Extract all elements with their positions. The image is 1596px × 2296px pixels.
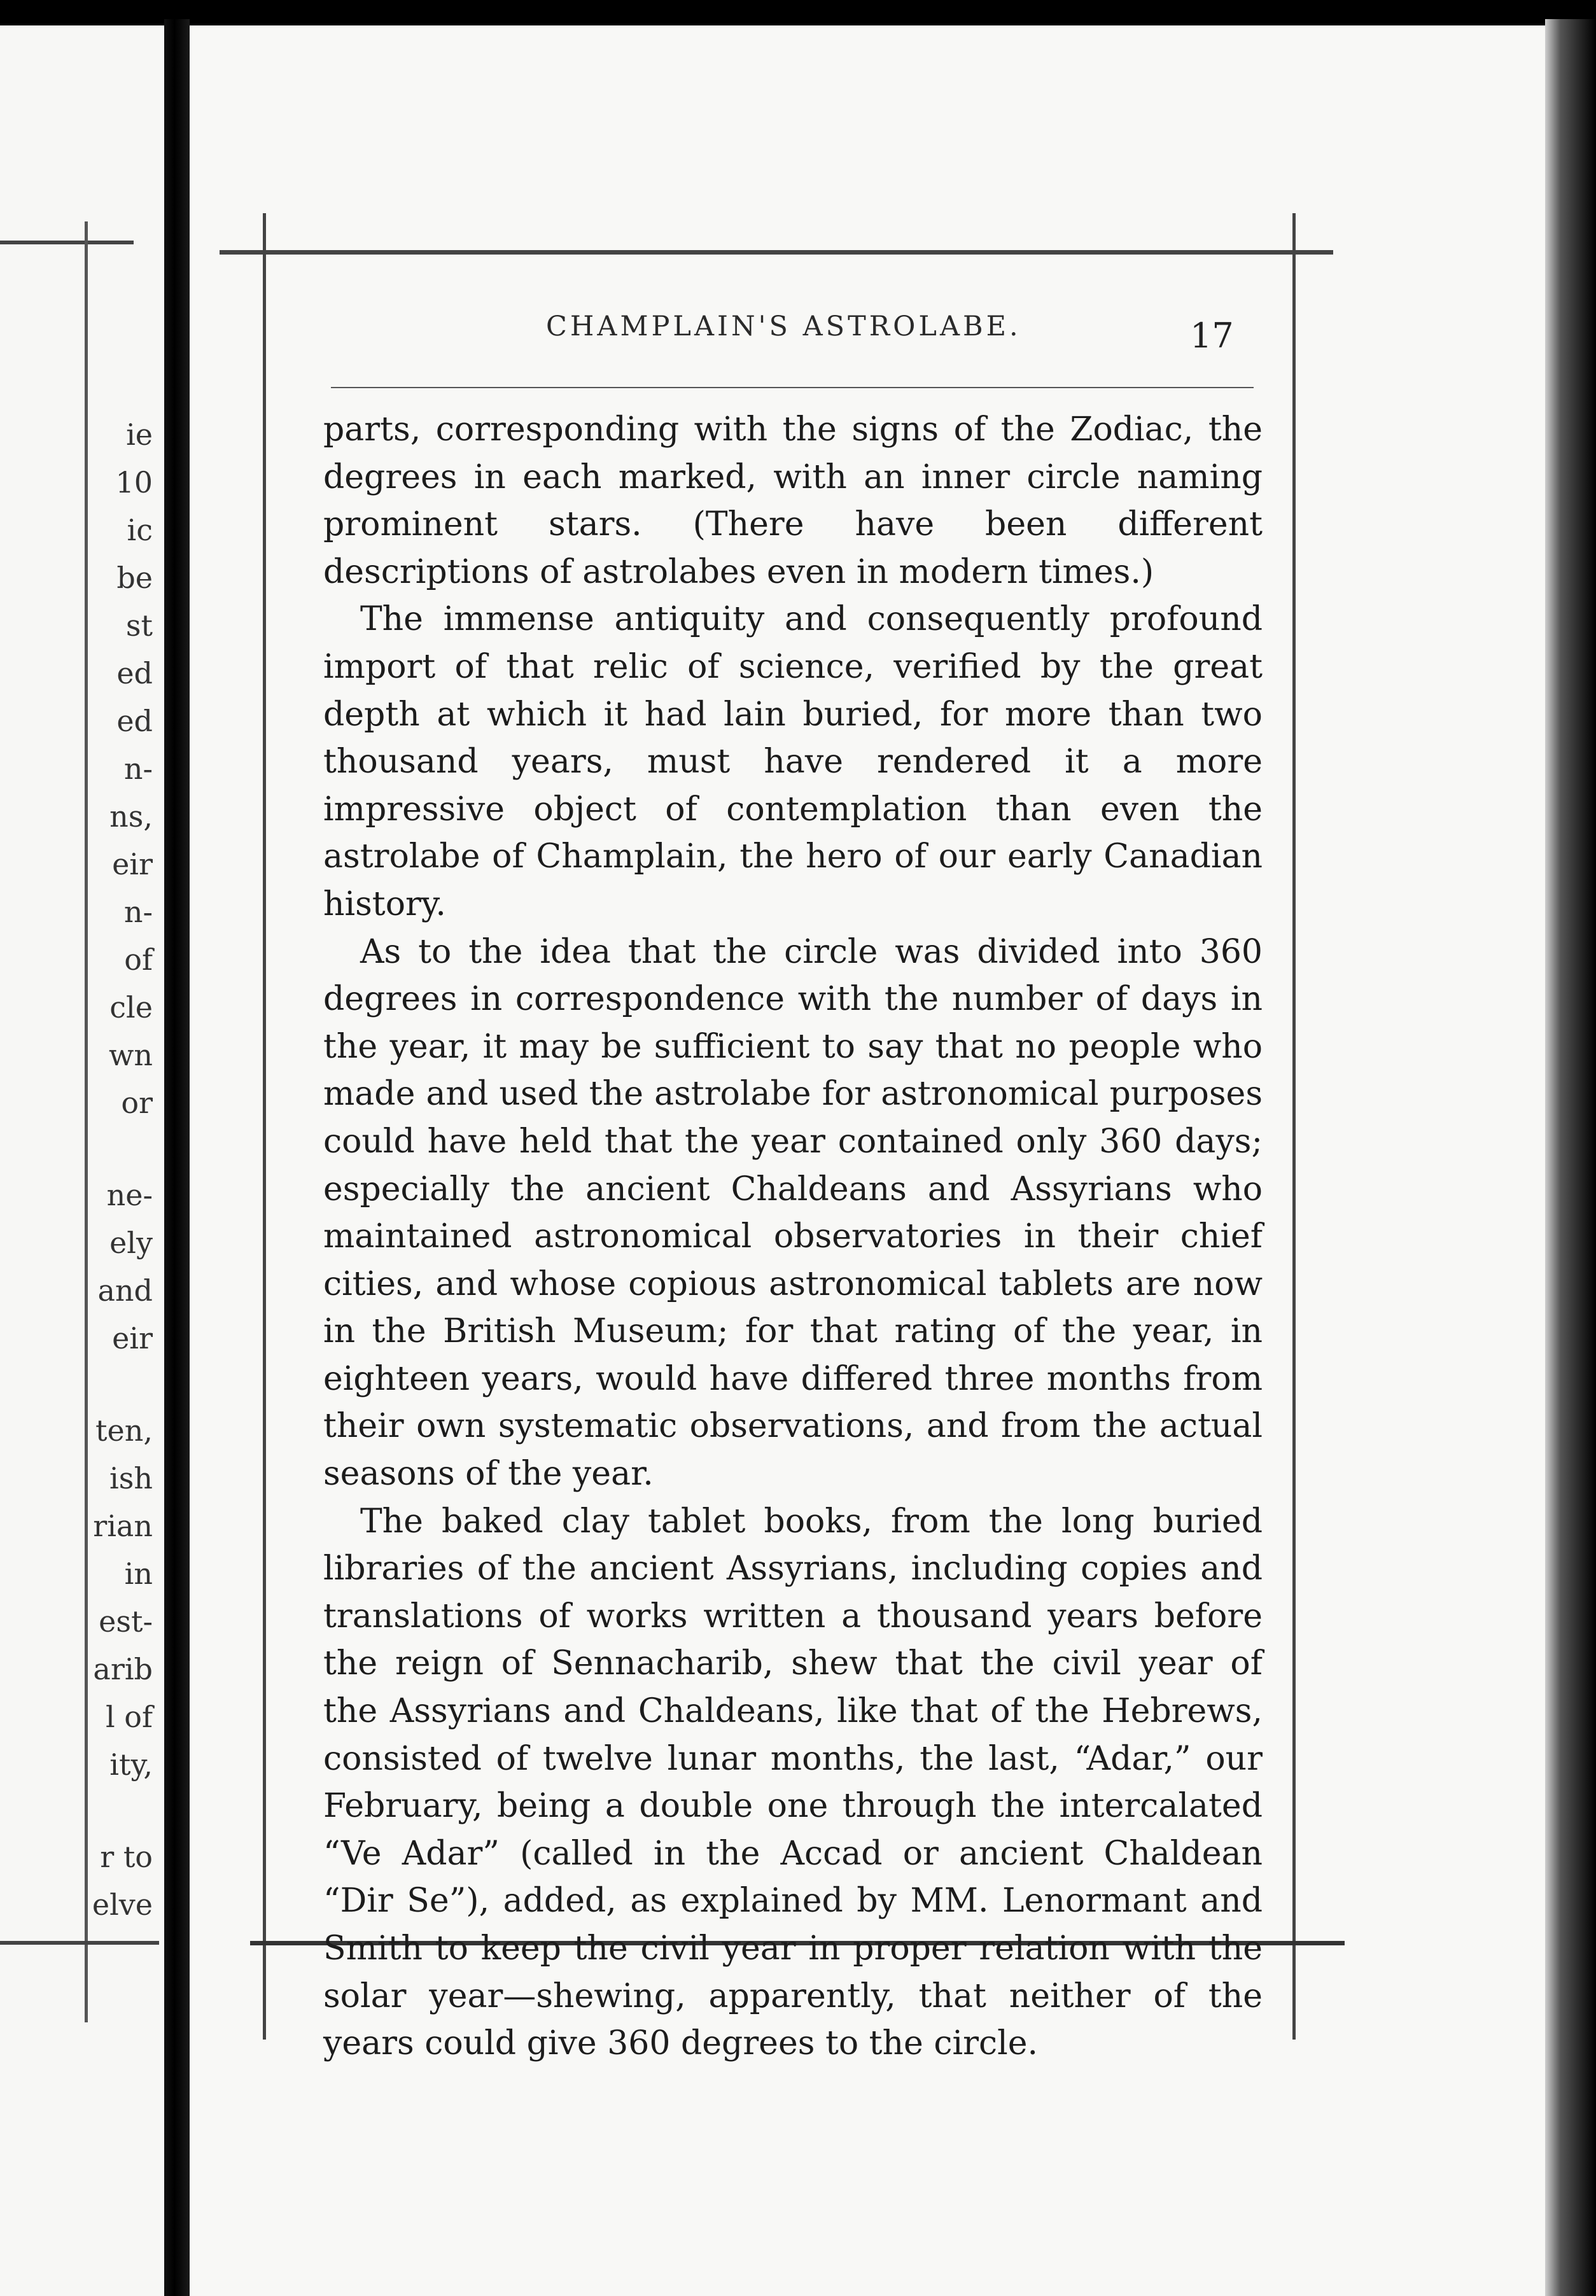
left-page-fragment: eir xyxy=(112,847,153,881)
left-page-fragment: in xyxy=(124,1557,153,1591)
gutter-shadow xyxy=(164,19,190,2296)
paragraph-3: As to the idea that the circle was divided into 360 degrees in correspondence with the number of days in the year, it may be sufficient to say that no people who made and used the astrolabe for astronomical purposes could have held that the year contained only 360 days; especially the ancient Chaldeans and Assyrians who maintained astronomical observatories in their chief cities, and whose copious astronomical tablets are now in the British Museum; for that rating of the year, in eighteen years, would have differed three months from their own systematic observations, and from the actual seasons of the year. xyxy=(323,932,1263,1494)
left-page-fragment: n- xyxy=(123,752,153,786)
left-page-fragment: st xyxy=(125,608,153,643)
left-page-fragment: rian xyxy=(93,1509,153,1543)
left-page-fragment: ely xyxy=(109,1226,153,1260)
left-page-fragment: ity, xyxy=(109,1747,153,1782)
left-frame-bottom-rule xyxy=(0,1941,159,1945)
running-head: CHAMPLAIN'S ASTROLABE. xyxy=(546,311,1021,342)
frame-right-rule xyxy=(1292,213,1296,2040)
left-page-fragment: l of xyxy=(105,1700,153,1734)
header-rule xyxy=(331,387,1254,388)
left-page-fragment: be xyxy=(116,561,153,595)
left-page-fragment: or xyxy=(121,1086,153,1120)
right-edge-shadow xyxy=(1545,19,1596,2296)
left-page-fragment: r to xyxy=(100,1840,153,1874)
left-page-fragment: ns, xyxy=(109,799,153,834)
paragraph-2: The immense antiquity and consequently profound import of that relic of science, verified by the great depth at which it had lain buried, for more than two thousand years, must have rendered it a more impressive object of contemplation than even the astrolabe of Champlain, the hero of our early Canadian history. xyxy=(323,600,1263,923)
paragraph-4: The baked clay tablet books, from the long buried libraries of the ancient Assyrians, including copies and translations of works written a thousand years before the reign of Sennacharib, shew that the civil year of the Assyrians and Chaldeans, like that of the Hebrews, consisted of twelve lunar months, the last, “Adar,” our February, being a double one through the intercalated “Ve Adar” (called in the Accad or ancient Chaldean “Dir Se”), added, as explained by MM. Lenormant and Smith to keep the civil year in proper relation with the solar year—shewing, apparently, that neither of the years could give 360 degrees to the circle. xyxy=(323,1502,1263,2063)
left-page-fragment: n- xyxy=(123,895,153,929)
left-page-fragment: ic xyxy=(127,513,153,547)
left-page-fragment: 10 xyxy=(115,465,153,500)
left-page-fragment: ten, xyxy=(95,1413,153,1448)
left-page-fragment: ne- xyxy=(106,1178,153,1212)
left-page-fragment: ish xyxy=(109,1461,153,1495)
frame-top-rule xyxy=(220,250,1333,255)
paragraph-1: parts, corresponding with the signs of the Zodiac, the degrees in each marked, with an inner circle naming prominent stars. (There have been different descriptions of astrolabes even in modern times.) xyxy=(323,410,1263,591)
page-number: 17 xyxy=(1190,316,1234,356)
left-page-fragment: ie xyxy=(126,417,153,452)
left-page-fragment: eir xyxy=(112,1321,153,1355)
left-frame-vertical-rule xyxy=(85,221,88,2022)
left-page-fragment: wn xyxy=(109,1038,153,1072)
body-text xyxy=(323,406,1263,2068)
left-page-fragment: elve xyxy=(92,1887,153,1922)
frame-left-rule xyxy=(263,213,266,2040)
left-page-fragment: cle xyxy=(109,990,153,1025)
left-page-fragment: ed xyxy=(116,656,153,690)
left-page-fragment: ed xyxy=(116,704,153,738)
right-page xyxy=(190,25,1545,2296)
left-page-fragment: arib xyxy=(93,1652,153,1686)
left-page xyxy=(0,25,164,2296)
left-page-fragment: and xyxy=(97,1273,153,1308)
left-frame-top-rule xyxy=(0,241,134,244)
left-page-fragment: est- xyxy=(99,1604,153,1639)
left-page-fragment: of xyxy=(124,942,153,977)
